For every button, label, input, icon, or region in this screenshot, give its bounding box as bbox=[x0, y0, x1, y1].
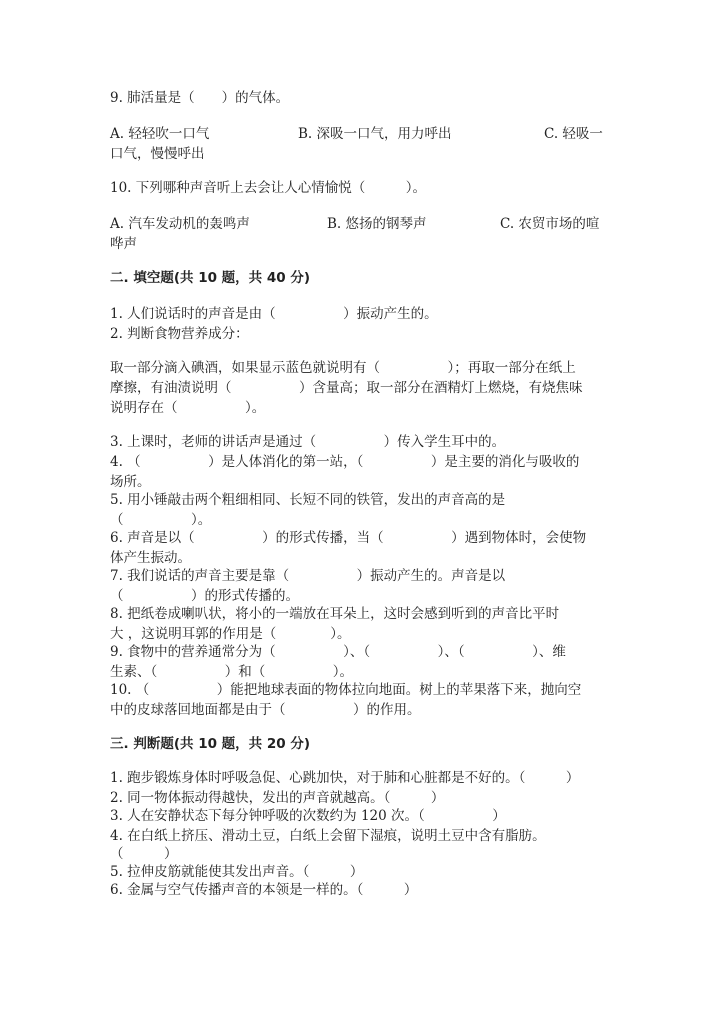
judge-line: 2. 同一物体振动得越快，发出的声音就越高。（ ） bbox=[110, 790, 445, 806]
question-9-option-c-cont: 口气，慢慢呼出 bbox=[110, 146, 205, 162]
fill-line: （ ）。 bbox=[110, 512, 212, 528]
section-3-heading: 三. 判断题(共 10 题，共 20 分) bbox=[110, 736, 311, 752]
question-10-option-b: B. 悠扬的钢琴声 bbox=[327, 216, 427, 232]
fill-line: 4. （ ）是人体消化的第一站，（ ）是主要的消化与吸收的 bbox=[110, 454, 580, 470]
fill-line: 9. 食物中的营养通常分为（ ）、（ ）、（ ）、维 bbox=[110, 644, 566, 660]
fill-line: 说明存在（ ）。 bbox=[110, 400, 266, 416]
fill-line: 7. 我们说话的声音主要是靠（ ）振动产生的。声音是以 bbox=[110, 568, 506, 584]
question-9-option-a: A. 轻轻吹一口气 bbox=[110, 126, 210, 142]
question-10-option-c: C. 农贸市场的喧 bbox=[500, 216, 600, 232]
fill-line: 摩擦，有油渍说明（ ）含量高；取一部分在酒精灯上燃烧，有烧焦味 bbox=[110, 380, 583, 396]
section-2-heading: 二. 填空题(共 10 题，共 40 分) bbox=[110, 270, 311, 286]
fill-line: 8. 把纸卷成喇叭状，将小的一端放在耳朵上，这时会感到听到的声音比平时 bbox=[110, 606, 560, 622]
fill-line: 大 ，这说明耳郭的作用是（ ）。 bbox=[110, 626, 351, 642]
fill-line: 3. 上课时，老师的讲话声是通过（ ）传入学生耳中的。 bbox=[110, 434, 506, 450]
judge-line: （ ） bbox=[110, 846, 178, 862]
judge-line: 6. 金属与空气传播声音的本领是一样的。（ ） bbox=[110, 882, 418, 898]
question-9-option-c: C. 轻吸一 bbox=[544, 126, 603, 142]
fill-line: （ ）的形式传播的。 bbox=[110, 588, 299, 604]
fill-line: 5. 用小锤敲击两个粗细相同、长短不同的铁管，发出的声音高的是 bbox=[110, 492, 506, 508]
question-9-stem: 9. 肺活量是（ ）的气体。 bbox=[110, 90, 290, 106]
fill-line: 场所。 bbox=[110, 474, 151, 490]
question-10-option-c-cont: 哗声 bbox=[110, 236, 137, 252]
fill-line: 生素、（ ）和（ ）。 bbox=[110, 664, 353, 680]
judge-line: 3. 人在安静状态下每分钟呼吸的次数约为 120 次。（ ） bbox=[110, 808, 506, 824]
question-9-option-b: B. 深吸一口气，用力呼出 bbox=[298, 126, 452, 142]
judge-line: 4. 在白纸上挤压、滑动土豆，白纸上会留下湿痕，说明土豆中含有脂肪。 bbox=[110, 828, 546, 844]
fill-line: 体产生振动。 bbox=[110, 550, 191, 566]
question-10-option-a: A. 汽车发动机的轰鸣声 bbox=[110, 216, 250, 232]
question-10-stem: 10. 下列哪种声音听上去会让人心情愉悦（ ）。 bbox=[110, 180, 427, 196]
fill-line: 10. （ ）能把地球表面的物体拉向地面。树上的苹果落下来，抛向空 bbox=[110, 682, 582, 698]
fill-line: 取一部分滴入碘酒，如果显示蓝色就说明有（ ）；再取一部分在纸上 bbox=[110, 360, 576, 376]
fill-line: 6. 声音是以（ ）的形式传播，当（ ）遇到物体时，会使物 bbox=[110, 530, 587, 546]
fill-line: 2. 判断食物营养成分： bbox=[110, 326, 249, 342]
fill-line: 1. 人们说话时的声音是由（ ）振动产生的。 bbox=[110, 306, 438, 322]
judge-line: 1. 跑步锻炼身体时呼吸急促、心跳加快，对于肺和心脏都是不好的。（ ） bbox=[110, 770, 580, 786]
judge-line: 5. 拉伸皮筋就能使其发出声音。（ ） bbox=[110, 864, 364, 880]
fill-line: 中的皮球落回地面都是由于（ ）的作用。 bbox=[110, 702, 421, 718]
